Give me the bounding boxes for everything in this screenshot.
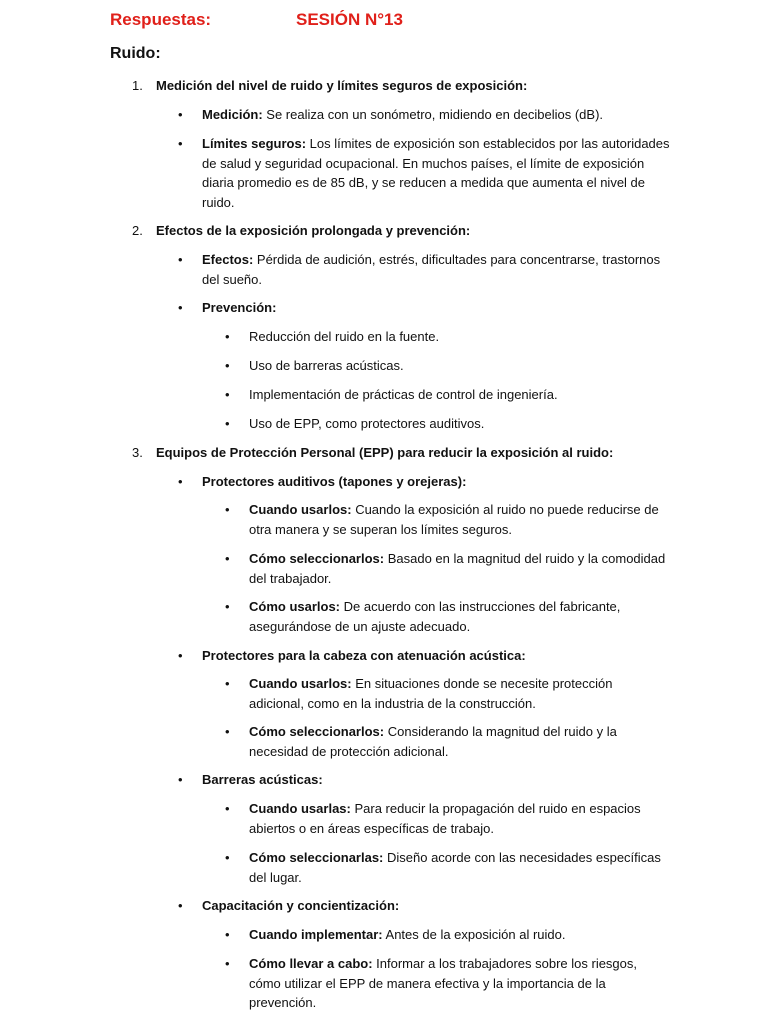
bullet-text: Para reducir la propagación del ruido en espacios abiertos o en áreas específicas de trabajo.	[249, 801, 641, 836]
bullet-item	[178, 896, 672, 916]
sub-bullet-item	[225, 385, 669, 405]
bullet-icon: •	[225, 551, 230, 566]
bullet-icon: •	[178, 300, 183, 315]
bullet-text: Antes de la exposición al ruido.	[382, 927, 566, 942]
bullet-bold: Capacitación y concientización:	[202, 898, 400, 913]
item-number: 3.	[132, 445, 143, 460]
sub-bullet-item	[225, 597, 669, 636]
numbered-item-1	[132, 76, 696, 96]
bullet-icon: •	[225, 801, 230, 816]
bullet-text: Implementación de prácticas de control de ingeniería.	[249, 387, 558, 402]
item-title: Equipos de Protección Personal (EPP) para reducir la exposición al ruido:	[156, 445, 614, 460]
bullet-text: Uso de EPP, como protectores auditivos.	[249, 416, 485, 431]
sub-bullet-item	[225, 549, 669, 588]
header-session-label: SESIÓN N°13	[296, 10, 403, 29]
item-number: 1.	[132, 78, 143, 93]
bullet-text: Pérdida de audición, estrés, dificultades para concentrarse, trastornos del sueño.	[202, 252, 661, 287]
bullet-icon: •	[225, 850, 230, 865]
bullet-icon: •	[178, 252, 183, 267]
bullet-icon: •	[178, 474, 183, 489]
bullet-icon: •	[178, 648, 183, 663]
sub-bullet-item	[225, 500, 669, 539]
bullet-text: Se realiza con un sonómetro, midiendo en decibelios (dB).	[262, 107, 604, 122]
bullet-icon: •	[225, 502, 230, 517]
bullet-bold: Cuando usarlos:	[249, 502, 352, 517]
section-title: Ruido:	[110, 45, 161, 62]
bullet-item	[178, 250, 672, 289]
bullet-icon: •	[225, 676, 230, 691]
bullet-text: Informar a los trabajadores sobre los riesgos, cómo utilizar el EPP de manera efectiva y la importancia de la prevención.	[249, 956, 638, 1010]
bullet-bold: Cuando usarlos:	[249, 676, 352, 691]
bullet-bold: Límites seguros:	[202, 136, 307, 151]
item-title: Efectos de la exposición prolongada y prevención:	[156, 223, 471, 238]
numbered-item-3	[132, 443, 696, 463]
sub-bullet-item	[225, 414, 669, 434]
sub-bullet-item	[225, 799, 669, 838]
bullet-text: Cuando la exposición al ruido no puede reducirse de otra manera y se superan los límites seguros.	[249, 502, 659, 537]
bullet-bold: Cuando usarlas:	[249, 801, 351, 816]
bullet-icon: •	[225, 724, 230, 739]
bullet-text: Diseño acorde con las necesidades específicas del lugar.	[249, 850, 661, 885]
numbered-item-2	[132, 221, 696, 241]
bullet-bold: Protectores para la cabeza con atenuación acústica:	[202, 648, 526, 663]
bullet-icon: •	[225, 387, 230, 402]
bullet-bold: Cómo usarlos:	[249, 599, 341, 614]
bullet-item	[178, 298, 672, 318]
bullet-text: Uso de barreras acústicas.	[249, 358, 404, 373]
bullet-bold: Protectores auditivos (tapones y orejeras):	[202, 474, 467, 489]
bullet-bold: Efectos:	[202, 252, 254, 267]
item-title: Medición del nivel de ruido y límites seguros de exposición:	[156, 78, 528, 93]
bullet-icon: •	[178, 898, 183, 913]
bullet-icon: •	[178, 107, 183, 122]
bullet-text: De acuerdo con las instrucciones del fabricante, asegurándose de un ajuste adecuado.	[249, 599, 621, 634]
bullet-item	[178, 646, 672, 666]
bullet-text: Basado en la magnitud del ruido y la comodidad del trabajador.	[249, 551, 666, 586]
bullet-icon: •	[225, 956, 230, 971]
bullet-bold: Cómo seleccionarlos:	[249, 724, 385, 739]
sub-bullet-item	[225, 848, 669, 887]
bullet-item	[178, 105, 672, 125]
bullet-icon: •	[225, 927, 230, 942]
bullet-icon: •	[225, 358, 230, 373]
sub-bullet-item	[225, 356, 669, 376]
header	[110, 10, 710, 34]
sub-bullet-item	[225, 674, 669, 713]
bullet-icon: •	[225, 416, 230, 431]
bullet-bold: Cómo llevar a cabo:	[249, 956, 373, 971]
sub-bullet-item	[225, 954, 669, 1013]
header-responses-label: Respuestas:	[110, 10, 212, 29]
bullet-bold: Prevención:	[202, 300, 277, 315]
bullet-item	[178, 770, 672, 790]
bullet-text: Los límites de exposición son establecidos por las autoridades de salud y seguridad ocupacional. En muchos países, el límite de exposición diaria promedio es de 85 dB, y se reducen a medida que aumenta el nivel de ruido.	[202, 136, 670, 210]
bullet-icon: •	[178, 772, 183, 787]
bullet-text: Considerando la magnitud del ruido y la necesidad de protección adicional.	[249, 724, 617, 759]
bullet-icon: •	[225, 329, 230, 344]
bullet-text: En situaciones donde se necesite protección adicional, como en la industria de la construcción.	[249, 676, 613, 711]
sub-bullet-item	[225, 327, 669, 347]
bullet-icon: •	[225, 599, 230, 614]
bullet-bold: Cómo seleccionarlas:	[249, 850, 384, 865]
bullet-item	[178, 134, 672, 212]
bullet-bold: Barreras acústicas:	[202, 772, 323, 787]
sub-bullet-item	[225, 722, 669, 761]
bullet-bold: Cuando implementar:	[249, 927, 383, 942]
bullet-text: Reducción del ruido en la fuente.	[249, 329, 440, 344]
bullet-bold: Medición:	[202, 107, 263, 122]
sub-bullet-item	[225, 925, 669, 945]
bullet-icon: •	[178, 136, 183, 151]
bullet-bold: Cómo seleccionarlos:	[249, 551, 385, 566]
item-number: 2.	[132, 223, 143, 238]
bullet-item	[178, 472, 672, 492]
